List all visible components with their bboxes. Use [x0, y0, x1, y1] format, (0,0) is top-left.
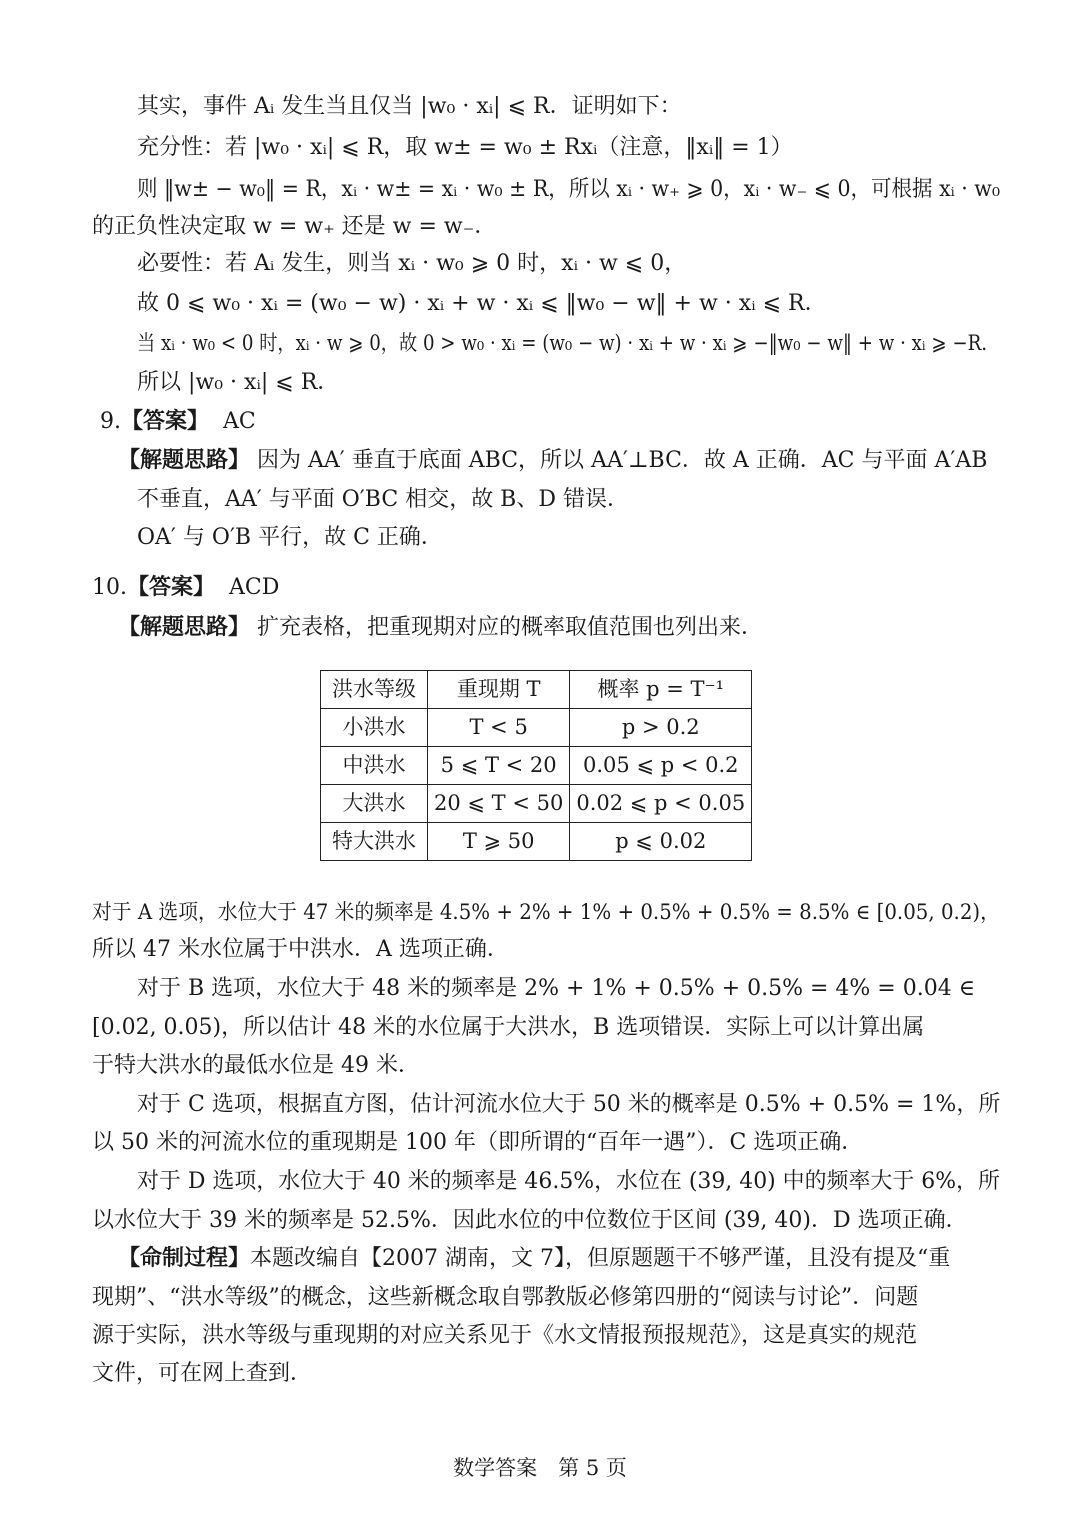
table-cell: 5 ⩽ T < 20	[428, 747, 570, 785]
text-line: 不垂直，AA′ 与平面 O′BC 相交，故 B、D 错误．	[137, 487, 629, 512]
text-line: 充分性：若 |w₀ · xᵢ| ⩽ R，取 w± = w₀ ± Rxᵢ（注意，‖xᵢ‖ = 1）	[137, 135, 793, 160]
question-9-answer	[100, 407, 256, 437]
question-10-answer	[92, 573, 279, 603]
table-cell: 小洪水	[321, 709, 428, 747]
table-row	[321, 747, 752, 785]
text-line: [0.02, 0.05)，所以估计 48 米的水位属于大洪水，B 选项错误．实际上可以计算出属	[92, 1015, 925, 1040]
text-line: 对于 A 选项，水位大于 47 米的频率是 4.5% + 2% + 1% + 0.5% + 0.5% = 8.5% ∈ [0.05, 0.2)，	[92, 900, 1000, 924]
text-line: 所以 |w₀ · xᵢ| ⩽ R．	[137, 370, 340, 395]
table-cell: 0.02 ⩽ p < 0.05	[570, 785, 752, 823]
table-cell: T < 5	[428, 709, 570, 747]
text-line: 文件，可在网上查到．	[92, 1361, 313, 1386]
table-cell: 中洪水	[321, 747, 428, 785]
answer-value: AC	[223, 409, 256, 434]
flood-level-table	[320, 670, 752, 861]
text-line: 源于实际，洪水等级与重现期的对应关系见于《水文情报预报规范》，这是真实的规范	[92, 1323, 918, 1348]
note-tag: 【命制过程】	[118, 1246, 251, 1271]
text-line: 对于 D 选项，水位大于 40 米的频率是 46.5%，水位在 (39, 40) 中的频率大于 6%，所	[137, 1169, 1000, 1194]
solution-tag: 【解题思路】	[118, 448, 251, 473]
table-row	[321, 785, 752, 823]
table-cell: 20 ⩽ T < 50	[428, 785, 570, 823]
table-header-cell: 重现期 T	[428, 671, 570, 709]
solution-tag: 【解题思路】	[118, 615, 251, 640]
text-line: 则 ‖w± − w₀‖ = R，xᵢ · w± = xᵢ · w₀ ± R，所以 xᵢ · w₊ ⩾ 0，xᵢ · w₋ ⩽ 0，可根据 xᵢ · w₀	[137, 177, 1001, 202]
text-line: 对于 B 选项，水位大于 48 米的频率是 2% + 1% + 0.5% + 0.5% = 4% = 0.04 ∈	[137, 976, 975, 1001]
table-cell: 特大洪水	[321, 823, 428, 861]
solution-text: 因为 AA′ 垂直于底面 ABC，所以 AA′⊥BC．故 A 正确．AC 与平面 A′AB	[257, 448, 988, 473]
text-line: 当 xᵢ · w₀ < 0 时，xᵢ · w ⩾ 0，故 0 > w₀ · xᵢ = (w₀ − w) · xᵢ + w · xᵢ ⩾ −‖w₀ − w‖ + w · xᵢ ⩾ −R．	[137, 331, 1000, 355]
text-line: 以 50 米的河流水位的重现期是 100 年（即所谓的“百年一遇”）．C 选项正确．	[92, 1130, 864, 1155]
table-header-row	[321, 671, 752, 709]
text-line: 故 0 ⩽ w₀ · xᵢ = (w₀ − w) · xᵢ + w · xᵢ ⩽ ‖w₀ − w‖ + w · xᵢ ⩽ R．	[137, 291, 827, 316]
text-line: 其实，事件 Aᵢ 发生当且仅当 |w₀ · xᵢ| ⩽ R．证明如下：	[137, 94, 682, 119]
note-text: 本题改编自【2007 湖南，文 7】，但原题题干不够严谨，且没有提及“重	[250, 1246, 951, 1271]
answer-value: ACD	[229, 575, 280, 600]
text-line: 的正负性决定取 w = w₊ 还是 w = w₋．	[92, 214, 497, 239]
question-number: 10.	[92, 575, 127, 600]
question-10-solution	[118, 613, 763, 643]
question-number: 9.	[100, 409, 121, 434]
table-row	[321, 823, 752, 861]
question-9-solution	[118, 446, 987, 476]
text-line: 所以 47 米水位属于中洪水．A 选项正确．	[92, 937, 509, 962]
text-line: 于特大洪水的最低水位是 49 米．	[92, 1053, 420, 1078]
table-row	[321, 709, 752, 747]
compilation-note	[118, 1244, 950, 1274]
table-cell: p > 0.2	[570, 709, 752, 747]
table-cell: T ⩾ 50	[428, 823, 570, 861]
solution-text: 扩充表格，把重现期对应的概率取值范围也列出来．	[257, 615, 764, 640]
answer-tag: 【答案】	[121, 409, 210, 434]
table-header-cell: 洪水等级	[321, 671, 428, 709]
text-line: 以水位大于 39 米的频率是 52.5%．因此水位的中位数位于区间 (39, 40)．D 选项正确．	[92, 1208, 968, 1233]
text-line: 现期”、“洪水等级”的概念，这些新概念取自鄂教版必修第四册的“阅读与讨论”．问题	[92, 1285, 919, 1310]
text-line: OA′ 与 O′B 平行，故 C 正确．	[137, 525, 443, 550]
text-line: 必要性：若 Aᵢ 发生，则当 xᵢ · w₀ ⩾ 0 时，xᵢ · w ⩽ 0，	[137, 251, 687, 276]
page-footer: 数学答案 第 5 页	[453, 1456, 627, 1480]
answer-tag: 【答案】	[127, 575, 216, 600]
table-header-cell: 概率 p = T⁻¹	[570, 671, 752, 709]
table-cell: 大洪水	[321, 785, 428, 823]
text-line: 对于 C 选项，根据直方图，估计河流水位大于 50 米的概率是 0.5% + 0.5% = 1%，所	[137, 1092, 1001, 1117]
table-cell: 0.05 ⩽ p < 0.2	[570, 747, 752, 785]
table-cell: p ⩽ 0.02	[570, 823, 752, 861]
